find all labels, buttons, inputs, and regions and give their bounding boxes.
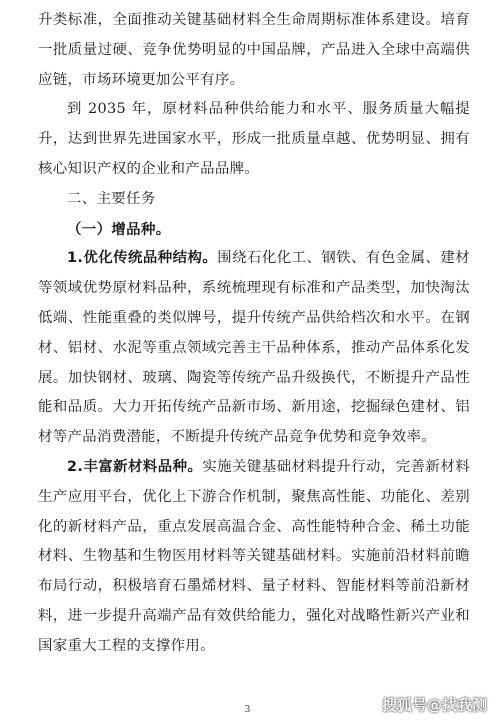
document-body xyxy=(38,6,470,662)
paragraph-traditional-varieties xyxy=(38,244,470,453)
paragraph-body-text: 实施关键基础材料提升行动，完善新材料生产应用平台，优化上下游合作机制，聚焦高性能、功能化、差别化的新材料产品，重点发展高温合金、高性能特种合金、稀土功能材料、生物基和生物医用材料等关键基础材料。实施前沿材料前瞻布局行动，积极培育石墨烯材料、量子材料、智能材料等前沿新材料，进一步提升高端产品有效供给能力，强化对战略性新兴产业和国家重大工程的支撑作用。 xyxy=(38,458,470,654)
paragraph-body-text: 围绕石化化工、钢铁、有色金属、建材等领域优势原材料品种，系统梳理现有标准和产品类型，加快淘汰低端、性能重叠的类似牌号，提升传统产品供给档次和水平。在钢材、铝材、水泥等重点领域完善主干品种体系，推动产品体系化发展。加快钢材、玻璃、陶瓷等传统产品升级换代，不断提升产品性能和品质。大力开拓传统产品新市场、新用途，挖掘绿色建材、铝材等产品消费潜能，不断提升传统产品竞争优势和竞争效率。 xyxy=(38,250,470,446)
paragraph-standards: 升类标准，全面推动关键基础材料全生命周期标准体系建设。培育一批质量过硬、竞争优势明显的中国品牌，产品进入全球中高端供应链，市场环境更加公平有序。 xyxy=(38,12,470,88)
paragraph-lead-title: 2.丰富新材料品种。 xyxy=(67,458,203,475)
page-number: 3 xyxy=(244,705,251,715)
watermark xyxy=(382,694,487,715)
watermark-text: 搜狐号@找我测 xyxy=(381,696,487,714)
subsection-heading-add-varieties: （一）增品种。 xyxy=(67,220,171,238)
paragraph-new-materials xyxy=(38,453,470,662)
paragraph-lead-title: 1.优化传统品种结构。 xyxy=(67,250,218,267)
section-heading-main-tasks: 二、主要任务 xyxy=(67,190,156,207)
paragraph-2035-goal: 到 2035 年，原材料品种供给能力和水平、服务质量大幅提升，达到世界先进国家水平，形成一批质量卓越、优势明显、拥有核心知识产权的企业和产品品牌。 xyxy=(38,101,470,177)
